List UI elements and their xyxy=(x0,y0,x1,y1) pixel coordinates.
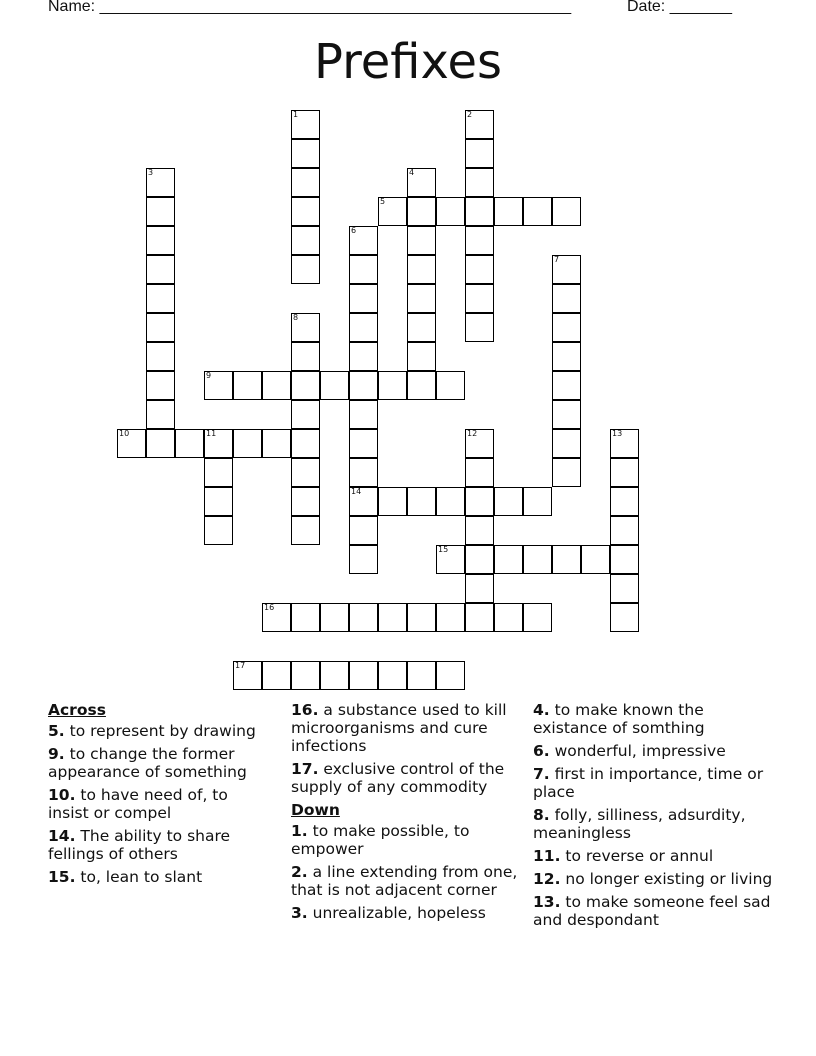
name-label: Name: xyxy=(48,0,100,15)
cell-number: 11 xyxy=(206,429,217,438)
grid-cell[interactable] xyxy=(291,371,320,400)
grid-cell[interactable] xyxy=(291,400,320,429)
grid-cell[interactable] xyxy=(465,516,494,545)
grid-cell[interactable] xyxy=(291,603,320,632)
grid-cell[interactable] xyxy=(465,545,494,574)
grid-cell[interactable] xyxy=(291,139,320,168)
clue-item xyxy=(291,863,523,899)
grid-cell[interactable] xyxy=(465,458,494,487)
clue-text: to change the former appearance of something xyxy=(48,745,247,781)
grid-cell[interactable] xyxy=(610,458,639,487)
cell-number: 10 xyxy=(119,429,130,438)
grid-cell[interactable] xyxy=(291,429,320,458)
clue-text: wonderful, impressive xyxy=(549,742,726,760)
clue-item xyxy=(533,701,773,737)
grid-cell[interactable] xyxy=(494,603,523,632)
cell-number: 1 xyxy=(293,110,299,119)
grid-cell[interactable] xyxy=(349,284,378,313)
clue-number: 9. xyxy=(48,745,65,763)
grid-cell[interactable] xyxy=(552,400,581,429)
across-heading: Across xyxy=(48,701,106,719)
grid-cell[interactable] xyxy=(291,661,320,690)
clue-text: no longer existing or living xyxy=(560,870,773,888)
down-heading: Down xyxy=(291,801,340,819)
grid-cell[interactable] xyxy=(349,226,378,255)
grid-cell[interactable] xyxy=(465,110,494,139)
grid-cell[interactable] xyxy=(494,197,523,226)
grid-cell[interactable] xyxy=(581,545,610,574)
grid-cell[interactable] xyxy=(262,603,291,632)
grid-cell[interactable] xyxy=(610,574,639,603)
grid-cell[interactable] xyxy=(436,603,465,632)
clue-number: 13. xyxy=(533,893,561,911)
grid-cell[interactable] xyxy=(262,371,291,400)
clue-item xyxy=(533,742,773,760)
grid-cell[interactable] xyxy=(349,400,378,429)
clue-item xyxy=(291,701,523,755)
grid-cell[interactable] xyxy=(204,371,233,400)
clue-number: 17. xyxy=(291,760,319,778)
grid-cell[interactable] xyxy=(204,429,233,458)
clue-text: to, lean to slant xyxy=(75,868,203,886)
grid-cell[interactable] xyxy=(378,371,407,400)
down-clue-list xyxy=(291,822,523,922)
grid-cell[interactable] xyxy=(146,255,175,284)
grid-cell[interactable] xyxy=(146,429,175,458)
clue-number: 12. xyxy=(533,870,561,888)
grid-cell[interactable] xyxy=(465,284,494,313)
grid-cell[interactable] xyxy=(146,400,175,429)
cell-number: 3 xyxy=(148,168,154,177)
clue-item xyxy=(291,904,523,922)
grid-cell[interactable] xyxy=(407,226,436,255)
down-clue-list-continued xyxy=(533,701,773,929)
clue-text: The ability to share fellings of others xyxy=(48,827,231,863)
grid-cell[interactable] xyxy=(291,313,320,342)
clue-number: 11. xyxy=(533,847,561,865)
grid-cell[interactable] xyxy=(407,487,436,516)
clue-item xyxy=(48,745,273,781)
grid-cell[interactable] xyxy=(204,516,233,545)
grid-cell[interactable] xyxy=(407,313,436,342)
grid-cell[interactable] xyxy=(349,458,378,487)
clue-text: a substance used to kill microorganisms and cure infections xyxy=(291,701,507,755)
grid-cell[interactable] xyxy=(523,603,552,632)
clue-text: unrealizable, hopeless xyxy=(307,904,486,922)
clue-text: to represent by drawing xyxy=(64,722,256,740)
grid-cell[interactable] xyxy=(204,458,233,487)
cell-number: 17 xyxy=(235,661,246,670)
grid-cell[interactable] xyxy=(407,255,436,284)
grid-cell[interactable] xyxy=(465,429,494,458)
grid-cell[interactable] xyxy=(146,284,175,313)
cell-number: 13 xyxy=(612,429,623,438)
grid-cell[interactable] xyxy=(320,661,349,690)
grid-cell[interactable] xyxy=(610,603,639,632)
cell-number: 7 xyxy=(554,255,560,264)
clues-column-2 xyxy=(291,701,523,927)
grid-cell[interactable] xyxy=(552,371,581,400)
grid-cell[interactable] xyxy=(349,342,378,371)
grid-cell[interactable] xyxy=(552,313,581,342)
clue-text: to reverse or annul xyxy=(560,847,714,865)
grid-cell[interactable] xyxy=(465,168,494,197)
grid-cell[interactable] xyxy=(523,197,552,226)
clue-number: 3. xyxy=(291,904,308,922)
grid-cell[interactable] xyxy=(436,197,465,226)
grid-cell[interactable] xyxy=(436,371,465,400)
cell-number: 4 xyxy=(409,168,415,177)
clue-item xyxy=(533,806,773,842)
clue-text: to make someone feel sad and despondant xyxy=(533,893,771,929)
cell-number: 9 xyxy=(206,371,212,380)
grid-cell[interactable] xyxy=(378,487,407,516)
grid-cell[interactable] xyxy=(436,661,465,690)
grid-cell[interactable] xyxy=(291,516,320,545)
clue-number: 7. xyxy=(533,765,550,783)
clue-text: a line extending from one, that is not adjacent corner xyxy=(291,863,518,899)
grid-cell[interactable] xyxy=(407,371,436,400)
cell-number: 5 xyxy=(380,197,386,206)
clue-item xyxy=(291,822,523,858)
grid-cell[interactable] xyxy=(349,313,378,342)
cell-number: 2 xyxy=(467,110,473,119)
grid-cell[interactable] xyxy=(146,168,175,197)
grid-cell[interactable] xyxy=(552,458,581,487)
grid-cell[interactable] xyxy=(291,197,320,226)
cell-number: 14 xyxy=(351,487,362,496)
grid-cell[interactable] xyxy=(436,487,465,516)
date-blank[interactable]: _______ xyxy=(669,0,732,15)
grid-cell[interactable] xyxy=(349,603,378,632)
grid-cell[interactable] xyxy=(204,487,233,516)
grid-cell[interactable] xyxy=(378,197,407,226)
grid-cell[interactable] xyxy=(175,429,204,458)
grid-cell[interactable] xyxy=(291,342,320,371)
clue-item xyxy=(48,827,273,863)
clue-text: first in importance, time or place xyxy=(533,765,764,801)
clue-item xyxy=(48,786,273,822)
clue-item xyxy=(533,893,773,929)
clue-text: to have need of, to insist or compel xyxy=(48,786,228,822)
clue-number: 8. xyxy=(533,806,550,824)
cell-number: 16 xyxy=(264,603,275,612)
grid-cell[interactable] xyxy=(610,429,639,458)
grid-cell[interactable] xyxy=(523,545,552,574)
grid-cell[interactable] xyxy=(494,487,523,516)
grid-cell[interactable] xyxy=(494,545,523,574)
cell-number: 8 xyxy=(293,313,299,322)
grid-cell[interactable] xyxy=(291,255,320,284)
page-title: Prefixes xyxy=(313,34,502,90)
grid-cell[interactable] xyxy=(610,516,639,545)
grid-cell[interactable] xyxy=(552,255,581,284)
grid-cell[interactable] xyxy=(349,255,378,284)
clue-number: 4. xyxy=(533,701,550,719)
grid-cell[interactable] xyxy=(465,313,494,342)
grid-cell[interactable] xyxy=(465,603,494,632)
clue-number: 16. xyxy=(291,701,319,719)
grid-cell[interactable] xyxy=(291,458,320,487)
clue-text: to make possible, to empower xyxy=(291,822,470,858)
grid-cell[interactable] xyxy=(378,661,407,690)
grid-cell[interactable] xyxy=(407,168,436,197)
grid-cell[interactable] xyxy=(117,429,146,458)
grid-cell[interactable] xyxy=(349,429,378,458)
grid-cell[interactable] xyxy=(465,255,494,284)
grid-cell[interactable] xyxy=(552,197,581,226)
grid-cell[interactable] xyxy=(407,603,436,632)
clue-number: 5. xyxy=(48,722,65,740)
clue-number: 15. xyxy=(48,868,76,886)
clue-item xyxy=(533,847,773,865)
name-blank[interactable]: _____________________________________________________ xyxy=(99,0,572,15)
across-clue-list-continued xyxy=(291,701,523,796)
clue-item xyxy=(48,868,273,886)
clue-number: 6. xyxy=(533,742,550,760)
grid-cell[interactable] xyxy=(320,603,349,632)
grid-cell[interactable] xyxy=(378,603,407,632)
grid-cell[interactable] xyxy=(146,342,175,371)
grid-cell[interactable] xyxy=(262,661,291,690)
grid-cell[interactable] xyxy=(552,342,581,371)
grid-cell[interactable] xyxy=(465,197,494,226)
clue-number: 10. xyxy=(48,786,76,804)
grid-cell[interactable] xyxy=(233,429,262,458)
grid-cell[interactable] xyxy=(349,487,378,516)
grid-cell[interactable] xyxy=(146,371,175,400)
grid-cell[interactable] xyxy=(320,371,349,400)
grid-cell[interactable] xyxy=(291,110,320,139)
grid-cell[interactable] xyxy=(610,487,639,516)
clue-text: folly, silliness, adsurdity, meaningless xyxy=(533,806,746,842)
cell-number: 6 xyxy=(351,226,357,235)
clue-item xyxy=(533,765,773,801)
grid-cell[interactable] xyxy=(465,574,494,603)
clue-number: 1. xyxy=(291,822,308,840)
grid-cell[interactable] xyxy=(262,429,291,458)
grid-cell[interactable] xyxy=(349,545,378,574)
grid-cell[interactable] xyxy=(349,661,378,690)
grid-cell[interactable] xyxy=(146,313,175,342)
grid-cell[interactable] xyxy=(465,139,494,168)
grid-cell[interactable] xyxy=(407,197,436,226)
grid-cell[interactable] xyxy=(291,226,320,255)
grid-cell[interactable] xyxy=(465,226,494,255)
grid-cell[interactable] xyxy=(552,284,581,313)
grid-cell[interactable] xyxy=(523,487,552,516)
grid-cell[interactable] xyxy=(146,226,175,255)
grid-cell[interactable] xyxy=(146,197,175,226)
cell-number: 12 xyxy=(467,429,478,438)
clue-number: 14. xyxy=(48,827,76,845)
grid-cell[interactable] xyxy=(291,168,320,197)
cell-number: 15 xyxy=(438,545,449,554)
grid-cell[interactable] xyxy=(552,545,581,574)
grid-cell[interactable] xyxy=(552,429,581,458)
clue-item xyxy=(533,870,773,888)
grid-cell[interactable] xyxy=(349,516,378,545)
grid-cell[interactable] xyxy=(465,487,494,516)
grid-cell[interactable] xyxy=(291,487,320,516)
grid-cell[interactable] xyxy=(407,661,436,690)
date-label: Date: xyxy=(627,0,670,15)
clue-text: exclusive control of the supply of any commodity xyxy=(291,760,505,796)
grid-cell[interactable] xyxy=(436,545,465,574)
grid-cell[interactable] xyxy=(610,545,639,574)
across-clue-list xyxy=(48,722,273,886)
clue-text: to make known the existance of somthing xyxy=(533,701,705,737)
clue-item xyxy=(48,722,273,740)
clue-number: 2. xyxy=(291,863,308,881)
clue-item xyxy=(291,760,523,796)
grid-cell[interactable] xyxy=(233,661,262,690)
grid-cell[interactable] xyxy=(407,284,436,313)
grid-cell[interactable] xyxy=(233,371,262,400)
grid-cell[interactable] xyxy=(407,342,436,371)
clues-column-1 xyxy=(48,701,273,891)
grid-cell[interactable] xyxy=(349,371,378,400)
clues-column-3 xyxy=(533,701,773,934)
